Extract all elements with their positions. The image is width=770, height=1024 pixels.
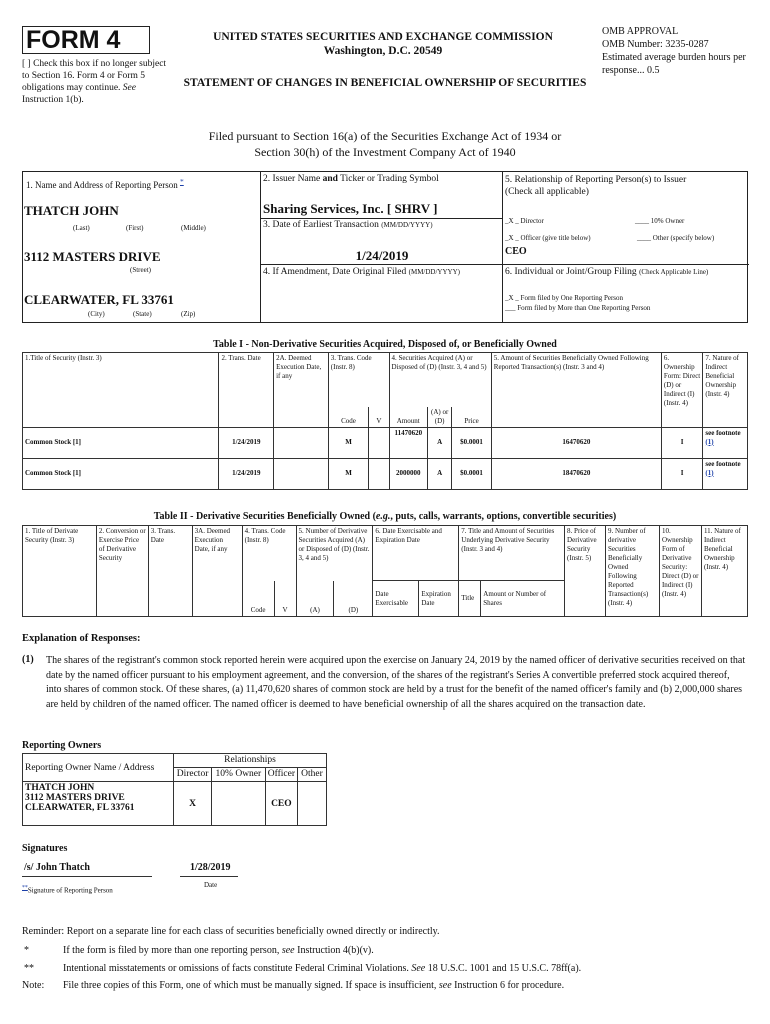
explanation-footnote-num: (1): [22, 654, 34, 665]
t2-h-price: 8. Price of Derivative Security (Instr. 5): [565, 526, 606, 617]
form-title-box: [22, 26, 150, 54]
table-row: [23, 782, 327, 826]
t2-sub-code: Code: [242, 581, 274, 617]
t1-h-form: 6. Ownership Form: Direct (D) or Indirect (I) (Instr. 4): [661, 353, 703, 428]
box1-label: 1. Name and Address of Reporting Person *: [26, 177, 184, 190]
t1-h-securities: 4. Securities Acquired (A) or Disposed of (D) (Instr. 3, 4 and 5): [389, 353, 491, 407]
owner-director: X: [174, 782, 212, 826]
t1-h-nature: 7. Nature of Indirect Beneficial Ownership (Instr. 4): [703, 353, 748, 428]
ten-pct-owner-check[interactable]: ____ 10% Owner: [635, 217, 685, 225]
checkbox-instruction: Instruction 1(b).: [22, 95, 84, 105]
table-row: Common Stock [1] 1/24/2019 M 2000000 A $0.0001 18470620 I see footnote (1): [23, 458, 748, 489]
t1-sub-v: V: [369, 407, 389, 428]
table2: [22, 525, 748, 617]
owners-heading: Reporting Owners: [22, 740, 102, 751]
signature-line: [22, 876, 152, 877]
owner-officer: CEO: [265, 782, 297, 826]
owners-col-director: Director: [174, 768, 212, 782]
reporting-street: 3112 MASTERS DRIVE: [24, 249, 161, 264]
t1-h-title: 1.Title of Security (Instr. 3): [23, 353, 219, 428]
signer-name: /s/ John Thatch: [24, 862, 90, 873]
box4-label: 4. If Amendment, Date Original Filed (MM/DD/YYYY): [263, 267, 460, 277]
t1-sub-amount: Amount: [389, 407, 427, 428]
filing-more-persons[interactable]: ___ Form filed by More than One Reporting Person: [505, 304, 651, 312]
owner-ten: [212, 782, 266, 826]
director-check[interactable]: _X _ Director: [505, 217, 544, 225]
earliest-transaction-date: 1/24/2019: [355, 248, 409, 263]
t1-h-owned: 5. Amount of Securities Beneficially Owned Following Reported Transaction(s) (Instr. 3 and 4): [491, 353, 661, 428]
owner-city: CLEARWATER, FL 33761: [25, 803, 135, 813]
omb-number: OMB Number: 3235-0287: [602, 39, 709, 50]
owner-name: THATCH JOHN: [25, 783, 95, 793]
explanation-heading: Explanation of Responses:: [22, 633, 141, 644]
nature-see-footnote: see footnote: [705, 428, 741, 437]
t2-h-owned: 9. Number of derivative Securities Beneficially Owned Following Reported Transaction(s) (Instr. 4): [606, 526, 660, 617]
box3-label: 3. Date of Earliest Transaction (MM/DD/YYYY): [263, 220, 433, 230]
footnote-note-marker: Note:: [22, 980, 45, 991]
checkbox-text: [ ] Check this box if no longer subject to Section 16. Form 4 or Form 5 obligations may continue.: [22, 59, 167, 93]
filing-one-person[interactable]: _X _ Form filed by One Reporting Person: [505, 294, 624, 302]
sig-double-asterisk-link[interactable]: **: [22, 885, 28, 891]
box6-label: 6. Individual or Joint/Group Filing (Check Applicable Line): [505, 267, 709, 277]
reminder: Reminder: Report on a separate line for each class of securities beneficially owned directly or indirectly.: [22, 926, 440, 937]
owners-col-name: Reporting Owner Name / Address: [23, 754, 174, 782]
reporting-city: CLEARWATER, FL 33761: [24, 292, 174, 307]
table2-title: Table II - Derivative Securities Beneficially Owned (e.g., puts, calls, warrants, options, convertible securities): [153, 511, 617, 522]
signature-date: 1/28/2019: [190, 862, 231, 873]
no-longer-subject-checkbox[interactable]: [22, 58, 170, 106]
agency-name: UNITED STATES SECURITIES AND EXCHANGE COMMISSION: [213, 31, 553, 43]
box5-label: 5. Relationship of Reporting Person(s) to Issuer (Check all applicable): [505, 175, 687, 197]
box2-label: 2. Issuer Name and Ticker or Trading Symbol: [263, 174, 439, 184]
t2-h-deemed: 3A. Deemed Execution Date, if any: [192, 526, 242, 617]
issuer-name: Sharing Services, Inc. [ SHRV ]: [263, 201, 438, 216]
agency-location: Washington, D.C. 20549: [323, 45, 443, 57]
date-label: Date: [204, 881, 218, 889]
footnote-1-link[interactable]: (1): [705, 468, 714, 477]
t2-h-conversion: 2. Conversion or Exercise Price of Derivative Security: [96, 526, 148, 617]
t2-sub-v: V: [274, 581, 296, 617]
t1-h-code: 3. Trans. Code (Instr. 8): [328, 353, 389, 407]
t2-sub-d: (D): [334, 581, 373, 617]
last-label: (Last): [73, 224, 90, 232]
table1: [22, 352, 748, 490]
statement-title: STATEMENT OF CHANGES IN BENEFICIAL OWNERSHIP OF SECURITIES: [183, 77, 587, 89]
other-check[interactable]: ____ Other (specify below): [637, 234, 715, 242]
footnote-note-text: File three copies of this Form, one of which must be manually signed. If space is insufficient, see Instruction 6 for procedure.: [63, 980, 565, 991]
table1-title: Table I - Non-Derivative Securities Acquired, Disposed of, or Beneficially Owned: [213, 339, 557, 350]
omb-box: [602, 25, 752, 77]
signature-label: **Signature of Reporting Person: [22, 885, 113, 895]
footnote-star-marker: *: [24, 945, 29, 956]
owners-col-other: Other: [298, 768, 327, 782]
box1-asterisk-link[interactable]: *: [179, 177, 184, 186]
omb-approval: OMB APPROVAL: [602, 26, 679, 37]
t2-sub-a: (A): [296, 581, 334, 617]
owners-table: [22, 753, 327, 826]
reporting-section: [22, 171, 748, 323]
t2-sub-date-ex: Date Exercisable: [373, 581, 419, 617]
filed-pursuant-line1: Filed pursuant to Section 16(a) of the Securities Exchange Act of 1934 or: [208, 129, 562, 143]
t1-h-date: 2. Trans. Date: [219, 353, 274, 428]
form-title: FORM 4: [26, 26, 121, 54]
middle-label: (Middle): [181, 224, 206, 232]
t2-h-date: 3. Trans. Date: [148, 526, 192, 617]
signatures-heading: Signatures: [22, 843, 68, 854]
street-label: (Street): [130, 266, 151, 274]
t1-h-deemed: 2A. Deemed Execution Date, if any: [274, 353, 329, 428]
officer-check[interactable]: _X _ Officer (give title below): [505, 234, 591, 242]
filed-pursuant-line2: Section 30(h) of the Investment Company Act of 1940: [254, 145, 516, 159]
t2-h-title: 1. Title of Derivate Security (Instr. 3): [23, 526, 97, 617]
footnote-dstar-text: Intentional misstatements or omissions of facts constitute Federal Criminal Violations. See 18 U.S.C. 1001 and 15 U.S.C. 78ff(a).: [63, 963, 582, 974]
t1-sub-price: Price: [452, 407, 491, 428]
t2-h-form: 10. Ownership Form of Derivative Security: Direct (D) or Indirect (I) (Instr. 4): [659, 526, 701, 617]
state-label: (State): [133, 310, 152, 318]
t2-h-exercisable: 6. Date Exercisable and Expiration Date: [373, 526, 459, 581]
owners-col-officer: Officer: [265, 768, 297, 782]
date-line: [180, 876, 238, 877]
t1-sub-code: Code: [328, 407, 369, 428]
owners-col-relationships: Relationships: [174, 754, 327, 768]
nature-see-footnote: see footnote: [705, 459, 741, 468]
city-label: (City): [88, 310, 105, 318]
omb-burden: Estimated average burden hours per response... 0.5: [602, 52, 746, 76]
t1-sub-ad: (A) or (D): [428, 407, 452, 428]
t2-h-nature: 11. Nature of Indirect Beneficial Ownership (Instr. 4): [701, 526, 747, 617]
footnote-1-link[interactable]: (1): [705, 437, 714, 446]
first-label: (First): [126, 224, 144, 232]
footnote-star-text: If the form is filed by more than one reporting person, see Instruction 4(b)(v).: [63, 945, 374, 956]
owner-street: 3112 MASTERS DRIVE: [25, 793, 125, 803]
officer-title: CEO: [505, 246, 527, 257]
t2-sub-title: Title: [459, 581, 481, 617]
explanation-text: The shares of the registrant's common stock reported herein were acquired upon the exercise on January 24, 2019 by the named officer of derivative securities received on that date by the named officer pursuant to his employment agreement, and the conversion, of the shares of the registrant's Series A convertible preferred stock acquired thereof, into shares of common stock. Of these shares, (a) 11,470,620 shares of common stock are held by a trust for the benefit of the named officer's family and (b) 2,000,000 shares are held by children of the named officer. The named officer is deemed to have beneficial ownership of all the shares acquired on the transaction date.: [46, 655, 746, 710]
t2-h-number: 5. Number of Derivative Securities Acquired (A) or Disposed of (D) (Instr. 3, 4 and 5): [296, 526, 373, 581]
t2-h-underlying: 7. Title and Amount of Securities Underlying Derivative Security (Instr. 3 and 4): [459, 526, 565, 581]
t2-sub-amount: Amount or Number of Shares: [481, 581, 565, 617]
table-row: Common Stock [1] 1/24/2019 M 11470620 A $0.0001 16470620 I see footnote (1): [23, 427, 748, 458]
t2-sub-exp: Expiration Date: [419, 581, 459, 617]
t2-h-code: 4. Trans. Code (Instr. 8): [242, 526, 296, 581]
checkbox-see: See: [122, 83, 136, 93]
reporting-person-name: THATCH JOHN: [24, 203, 119, 218]
owners-col-ten: 10% Owner: [212, 768, 266, 782]
footnote-dstar-marker: **: [24, 963, 34, 974]
zip-label: (Zip): [181, 310, 196, 318]
owner-other: [298, 782, 327, 826]
